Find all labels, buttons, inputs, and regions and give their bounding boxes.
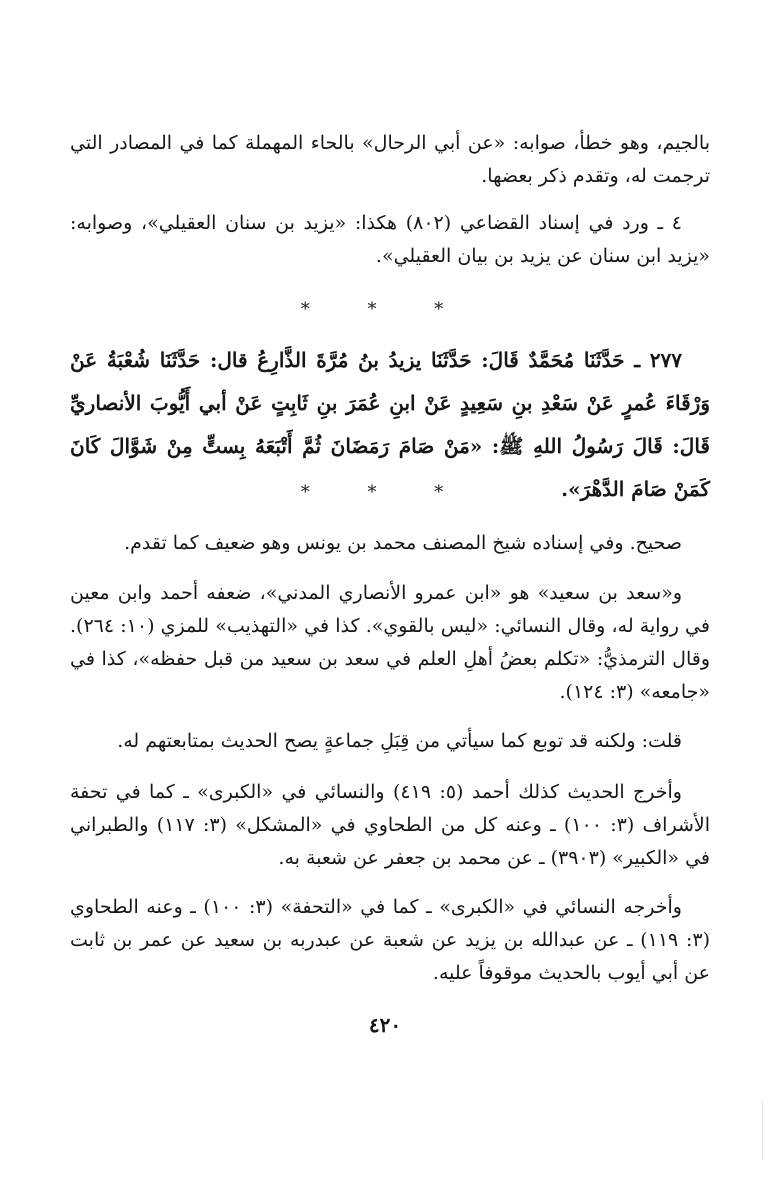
footnote-continuation <box>70 127 710 193</box>
takhrij-mawquf <box>70 891 710 990</box>
takhrij-grading <box>70 527 710 560</box>
sources-paragraph: وأخرج الحديث كذلك أحمد (٥: ٤١٩) والنسائي في «الكبرى» ـ كما في تحفة الأشراف (٣: ١٠٠) ـ وعنه كل من الطحاوي في «المشكل» (٣: ١١٧) والطبراني في «الكبير» (٣٩٠٣) ـ عن محمد بن جعفر عن شعبة به. <box>70 781 710 869</box>
footnote-continuation-text: بالجيم، وهو خطأ، صوابه: «عن أبي الرحال» بالحاء المهملة كما في المصادر التي ترجمت له، وتقدم ذكر بعضها. <box>70 132 710 187</box>
footnote-4-text: ٤ ـ ورد في إسناد القضاعي (٨٠٢) هكذا: «يزيد بن سنان العقيلي»، وصوابه: «يزيد ابن سنان عن يزيد بن بيان العقيلي». <box>70 212 710 267</box>
takhrij-corroboration <box>70 725 710 758</box>
corroboration-paragraph: قلت: ولكنه قد توبع كما سيأتي من قِبَلِ جماعةٍ يصح الحديث بمتابعتهم له. <box>117 730 682 752</box>
mawquf-paragraph: وأخرجه النسائي في «الكبرى» ـ كما في «التحفة» (٣: ١٠٠) ـ وعنه الطحاوي (٣: ١١٩) ـ عن عبدالله بن يزيد عن شعبة عن عبدربه بن سعيد عن عمر بن ثابت عن أبي أيوب بالحديث موقوفاً عليه. <box>70 896 710 984</box>
takhrij-sources <box>70 776 710 875</box>
hadith-number: ٢٧٧ ـ <box>634 348 682 372</box>
hadith-text: حَدَّثَنَا مُحَمَّدٌ قَالَ: حَدَّثَنَا يزيدُ بنُ مُرَّةَ الذَّارِعُ قال: حَدَّثَنَا شُعْبَةُ عَنْ وَرْقَاءَ عُمرٍ عَنْ سَعْدِ بنِ سَعِيدٍ عَنْ ابنِ عُمَرَ بنِ ثَابِتٍ عَنْ أبي أَيُّوبَ الأنصاريِّ قَالَ: قَالَ رَسُولُ اللهِ ﷺ: «مَنْ صَامَ رَمَضَانَ ثُمَّ أَتْبَعَهُ بِستٍّ مِنْ شَوَّالَ كَانَ كَمَنْ صَامَ الدَّهْرَ». <box>70 348 710 501</box>
page-number: ٤٢٠ <box>368 1013 402 1037</box>
section-separator-2: * * * <box>300 482 470 503</box>
narrator-paragraph: و«سعد بن سعيد» هو «ابن عمرو الأنصاري المدني»، ضعفه أحمد وابن معين في رواية له، وقال النسائي: «ليس بالقوي». كذا في «التهذيب» للمزي (١٠: ٢٦٤). وقال الترمذيُّ: «تكلم بعضُ أهلِ العلم في سعد بن سعيد من قبل حفظه»، كذا في «جامعه» (٣: ١٢٤). <box>70 582 710 703</box>
grading-paragraph: صحيح. وفي إسناده شيخ المصنف محمد بن يونس وهو ضعيف كما تقدم. <box>124 532 682 554</box>
section-separator: * * * <box>300 299 470 320</box>
page-edge-mark <box>762 1100 763 1160</box>
takhrij-narrator <box>70 577 710 709</box>
footnote-4 <box>70 207 710 273</box>
